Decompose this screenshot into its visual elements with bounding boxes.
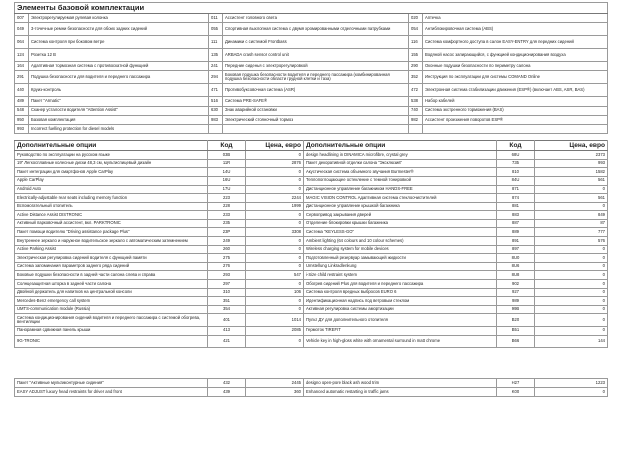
option-row [15,297,608,306]
option-row [15,262,608,271]
option-name: Wireless charging system for mobile devices [304,245,497,254]
equipment-name: Пакет "Armatic" [29,97,209,106]
option-code: 8U8 [497,271,535,280]
option-row [15,305,608,314]
option-price: 0 [535,245,608,254]
equipment-code: 472 [409,84,423,97]
option-row [15,314,608,327]
option-code: 276 [208,262,246,271]
option-code: 228 [208,202,246,211]
equipment-code: 489 [15,97,29,106]
equipment-code: 064 [15,36,29,49]
option-row [15,280,608,289]
option-price: 849 [535,211,608,220]
option-code: 439 [208,388,246,397]
option-price: 0 [246,176,304,185]
option-code: 235 [208,219,246,228]
option-code: 401 [208,314,246,327]
option-price: 2876 [246,159,304,168]
option-price: 0 [246,280,304,289]
standard-row [15,71,608,84]
equipment-name: Электронная система стабилизации движения (ESP®) (включает ABS, ASR, BAS) [423,84,608,97]
option-code: 351 [208,297,246,306]
option-name: Umstellung Linkradlenkung [304,262,497,271]
equipment-code: 630 [209,106,223,115]
option-price: 87 [535,219,608,228]
option-price: 144 [535,335,608,348]
option-code: 249 [208,237,246,246]
standard-row [15,23,608,36]
option-name: Пакет интеграции для смартфонов Apple CarPlay [15,168,208,177]
equipment-name: Знак аварийной остановки [223,106,409,115]
option-code: 297 [208,280,246,289]
option-row [15,211,608,220]
option-price: 0 [535,271,608,280]
equipment-code: 516 [209,97,223,106]
option-code: 881 [497,202,535,211]
option-row [15,151,608,160]
option-code: 99B [497,305,535,314]
equipment-name: Incorrect fuelling protection for diesel models [29,124,209,133]
options-header-code-left: Код [208,141,246,151]
option-name: Система запоминания параметров заднего ряда сидений [15,262,208,271]
option-price: 2373 [535,151,608,160]
option-name: 9G-TRONIC [15,335,208,348]
option-name: i-Size child restraint system [304,271,497,280]
option-row [15,335,608,348]
option-row [15,388,608,397]
options-header-price-right: Цена, евро [535,141,608,151]
option-name: Руководство по эксплуатации на русском языке [15,151,208,160]
option-price: 0 [535,326,608,335]
option-price: 1999 [246,202,304,211]
option-price: 3308 [246,228,304,237]
option-code: 8U0 [497,254,535,263]
equipment-name: Спортивная выхлопная система с двумя хромированными отделочными патрубками [223,23,409,36]
option-code: 354 [208,305,246,314]
option-code: 889 [497,228,535,237]
option-code: 887 [497,219,535,228]
equipment-code [209,124,223,133]
equipment-name: Оконные подушки безопасности по периметру салона [423,62,608,71]
option-code: 223 [208,194,246,203]
option-price: 2244 [246,194,304,203]
option-price: 576 [535,237,608,246]
option-name: Отделение блокировки крышки багажника [304,219,497,228]
option-name: Акустическая система объемного звучания Burmester® [304,168,497,177]
equipment-code: 124 [15,49,29,62]
option-price: 777 [535,228,608,237]
equipment-name: Антиблокировочная система (ABS) [423,23,608,36]
equipment-name: Динамики с системой Frontbass [223,36,409,49]
option-code: 897 [497,245,535,254]
standard-row [15,36,608,49]
equipment-code: 950 [15,115,29,124]
option-code: 293 [208,271,246,280]
standard-row [15,62,608,71]
option-price: 0 [246,245,304,254]
option-code: B20 [497,314,535,327]
option-name: Дистанционное управление багажником HANDS-FREE [304,185,497,194]
option-row [15,194,608,203]
option-name: Vehicle key in high-gloss white with ornamental surround in matt chrome [304,335,497,348]
option-code: 17U [208,185,246,194]
option-price: 1223 [535,379,608,388]
equipment-code: 294 [209,71,223,84]
option-price: 0 [535,254,608,263]
option-price: 0 [246,185,304,194]
option-code: 891 [497,237,535,246]
option-name: Боковые подушки безопасности в задней части салона слева и справа [15,271,208,280]
equipment-name: Набор кабелей [423,97,608,106]
option-name: Теплопоглощающее остекление с темной тонировкой [304,176,497,185]
equipment-name: Водяной насос запирающийся, с функцией кондиционирования воздуха [423,49,608,62]
equipment-code: 440 [15,84,29,97]
option-code: 871 [497,185,535,194]
equipment-name: Сканер усталости водителя "Attention Assist" [29,106,209,115]
equipment-name [423,124,608,133]
option-name: EASY ADJUST luxury head restraints for driver and front [15,388,208,397]
option-code: 310 [208,288,246,297]
equipment-name: Система PRE-SAFE® [223,97,409,106]
equipment-name: Адаптивная тормозная система с противоскатной функцией [29,62,209,71]
equipment-sheet [14,2,608,397]
equipment-name: Ассистент головного света [223,14,409,23]
equipment-code: 290 [409,62,423,71]
option-code: 413 [208,326,246,335]
page-break-space [14,348,608,378]
option-price: 0 [246,219,304,228]
option-price: 0 [535,202,608,211]
option-code: 989 [497,297,535,306]
option-code: 927 [497,288,535,297]
option-row [15,168,608,177]
option-price: 0 [246,335,304,348]
equipment-code: 291 [15,71,29,84]
option-price: 0 [535,280,608,289]
equipment-name [223,124,409,133]
option-code: 233 [208,211,246,220]
equipment-code: 049 [15,23,29,36]
option-name: Электрическая регулировка сидений водителя с функцией памяти [15,254,208,263]
option-row [15,185,608,194]
equipment-code: 055 [209,23,223,36]
option-price: 0 [535,288,608,297]
equipment-name: Передние сиденья с электрорегулировкой [223,62,409,71]
equipment-code: 471 [209,84,223,97]
option-price: 0 [246,211,304,220]
option-name: Пакет "Активные мультиконтурные сидения" [15,379,208,388]
option-name: designo open-pore black ash wood trim [304,379,497,388]
option-code: 84U [497,176,535,185]
option-price: 106 [246,288,304,297]
option-code: 260 [208,245,246,254]
option-code: 883 [497,211,535,220]
equipment-name: Электрорегулируемая рулевая колонка [29,14,209,23]
equipment-code: 241 [209,62,223,71]
standard-row [15,106,608,115]
option-name: Apple CarPlay [15,176,208,185]
option-price: 0 [535,297,608,306]
equipment-code: 352 [409,71,423,84]
option-code: 03B [208,151,246,160]
equipment-code: 538 [409,97,423,106]
option-price: 993 [535,159,608,168]
option-price: 0 [535,185,608,194]
standard-row [15,97,608,106]
equipment-name: Ассистент проезжения поворотов ESP® [423,115,608,124]
option-name: Система кондиционирования сидений водителя и переднего пассажира с системой обогрева, вентиляции [15,314,208,327]
option-name: Сервопривод закрывания дверей [304,211,497,220]
equipment-name: ARBADA crash sensor control unit [223,49,409,62]
option-code: 68U [497,151,535,160]
equipment-code: 111 [209,36,223,49]
option-code: 735 [497,159,535,168]
equipment-name: Розетка 12 В [29,49,209,62]
equipment-code: 020 [409,14,423,23]
option-name: Идентификационная надпись под ветровым стеклом [304,297,497,306]
equipment-code: 993 [15,124,29,133]
standard-equipment-table [14,2,608,134]
option-name: Active Distance Assist DISTRONIC [15,211,208,220]
option-name: Active Parking Assist [15,245,208,254]
option-name: Внутреннее зеркало и наружное водительское зеркало с автоматическим затемнением [15,237,208,246]
option-row [15,254,608,263]
option-price: 0 [535,305,608,314]
equipment-code: 982 [409,115,423,124]
option-code: H27 [497,379,535,388]
option-price: 561 [535,176,608,185]
option-price: 0 [246,305,304,314]
option-name: Вспомогательный отопитель [15,202,208,211]
options-header-code-right: Код [497,141,535,151]
option-price: 0 [535,388,608,397]
option-row [15,228,608,237]
option-name: Android Auto [15,185,208,194]
option-code: 8U6 [497,262,535,271]
option-code: 874 [497,194,535,203]
option-code: 23P [208,228,246,237]
standard-equipment-title: Элементы базовой комплектации [15,3,608,14]
option-price: 0 [246,237,304,246]
option-name: Ambient lighting (64 colours and 10 colour schemes) [304,237,497,246]
equipment-name: Боковая подушка безопасности водителя и переднего пассажира (комбинированная подушка безопасности области грудной клетки и таза) [223,71,409,84]
equipment-code: 054 [409,23,423,36]
equipment-code: 983 [209,115,223,124]
equipment-name: Подушка безопасности для водителя и переднего пассажира [29,71,209,84]
option-row [15,237,608,246]
option-row [15,219,608,228]
equipment-name: 3-точечные ремни безопасности для обоих задних сидений [29,23,209,36]
equipment-code: 164 [15,62,29,71]
standard-row [15,84,608,97]
equipment-code: 116 [409,36,423,49]
option-price: 1582 [535,168,608,177]
option-name: Солнцезащитная шторка в задней части салона [15,280,208,289]
option-code: 810 [497,168,535,177]
standard-row [15,14,608,23]
option-code: 432 [208,379,246,388]
option-row [15,326,608,335]
option-price: 0 [535,314,608,327]
equipment-code: 548 [15,106,29,115]
standard-row [15,115,608,124]
options-table-continued [14,378,608,397]
option-price: 2445 [246,379,304,388]
option-code: 275 [208,254,246,263]
option-price: 561 [535,194,608,203]
option-code: 11R [208,159,246,168]
option-row [15,379,608,388]
equipment-name: Система контроля при боковом ветре [29,36,209,49]
option-name: Двойной держатель для напитков на центральной консоли [15,288,208,297]
option-row [15,245,608,254]
option-name: Подготовленный резервуар замывающей жидкости [304,254,497,263]
option-price: 0 [246,168,304,177]
option-row [15,288,608,297]
equipment-name: Система комфортного доступа в салон EASY-ENTRY для передних сидений [423,36,608,49]
option-name: Система "KEYLESS-GO" [304,228,497,237]
option-name: Активная регулировка системы амортизации [304,305,497,314]
option-name: Пакет декоративной отделки салона "Эксклюзив" [304,159,497,168]
option-name: design headlining in DINAMICA microfibre, crystal grey [304,151,497,160]
option-price: 0 [246,297,304,306]
options-header-name-left: Дополнительные опции [15,141,208,151]
option-code: 902 [497,280,535,289]
option-name: Система контроля вредных выбросов EURO 6 [304,288,497,297]
option-price: 1014 [246,314,304,327]
option-code: K00 [497,388,535,397]
equipment-name: Противобуксовочная система (ASR) [223,84,409,97]
option-price: 547 [246,271,304,280]
option-price: 0 [535,262,608,271]
option-name: Electrically-adjustable rear seats including memory function [15,194,208,203]
options-header-price-left: Цена, евро [246,141,304,151]
options-table [14,140,608,348]
option-name: Дистанционное управление крышкой багажника [304,202,497,211]
option-code: 421 [208,335,246,348]
equipment-name: Аптечка [423,14,608,23]
option-code: 14U [208,168,246,177]
options-header-name-right: Дополнительные опции [304,141,497,151]
equipment-code: 011 [209,14,223,23]
option-code: B66 [497,335,535,348]
option-name: Пульт ДУ для дополнительного отопителя [304,314,497,327]
option-row [15,202,608,211]
option-name: Пакет помощи водителю "Driving assistance package Plus" [15,228,208,237]
option-name: MAGIC VISION CONTROL Адаптивная система стеклоочистителей [304,194,497,203]
equipment-name: Система экстренного торможения (BAS) [423,106,608,115]
standard-row [15,49,608,62]
option-row [15,271,608,280]
option-name: Гермоток TIREFIT [304,326,497,335]
option-row [15,159,608,168]
option-price: 360 [246,388,304,397]
option-name: Панорамная сдвижная панель крыши [15,326,208,335]
equipment-name: Круиз-контроль [29,84,209,97]
option-name: 19" Легкосплавные колесные диски 48,3 см, мультиспицевый дизайн [15,159,208,168]
equipment-name: Базовая комплектация [29,115,209,124]
option-price: 0 [246,254,304,263]
option-code: 16U [208,176,246,185]
equipment-code: 155 [409,49,423,62]
option-price: 0 [246,262,304,271]
equipment-code: 007 [15,14,29,23]
option-row [15,176,608,185]
option-code: B51 [497,326,535,335]
equipment-code: 740 [409,106,423,115]
standard-row [15,124,608,133]
option-name: Обогрев сидений Plus для водителя и переднего пассажира [304,280,497,289]
equipment-name: Инструкция по эксплуатации для системы COMAND Online [423,71,608,84]
equipment-name: Электрический стояночный тормоз [223,115,409,124]
equipment-code: 135 [209,49,223,62]
option-name: Enhanced automatic restarting in traffic jams [304,388,497,397]
option-price: 0 [246,151,304,160]
option-name: Mercedes-Benz emergency call system [15,297,208,306]
option-name: UMTS-communication module (Russia) [15,305,208,314]
option-price: 2085 [246,326,304,335]
equipment-code [409,124,423,133]
option-name: Активный парковочный ассистент, вкл. PARKTRONIC [15,219,208,228]
